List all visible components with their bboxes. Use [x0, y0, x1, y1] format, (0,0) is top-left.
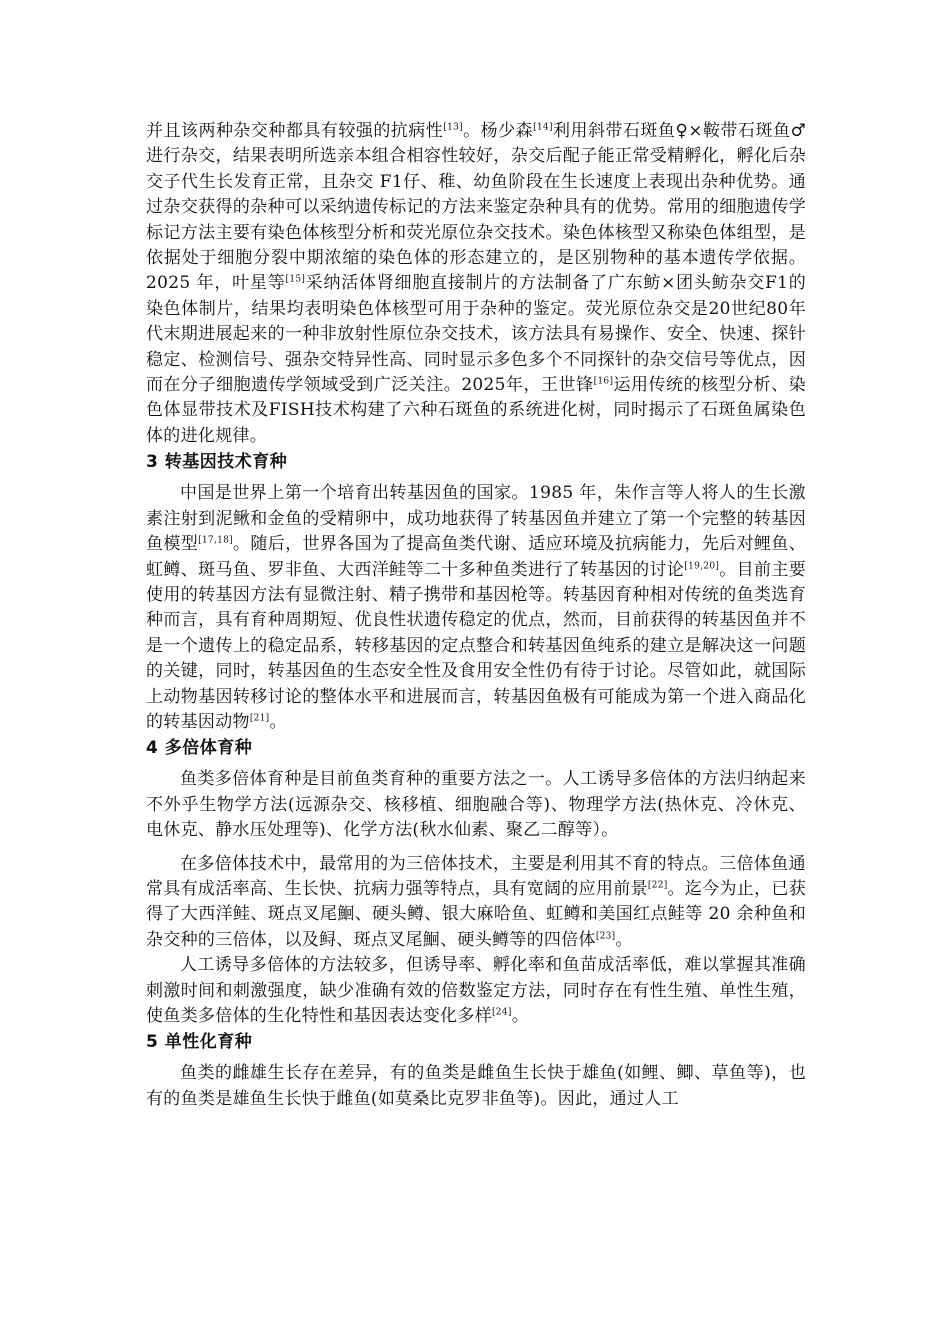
text-span: 鱼类的雌雄生长存在差异，有的鱼类是雌鱼生长快于雄鱼(如鲤、鲫、草鱼等)，也有的鱼类是雄鱼生长快于雌鱼(如莫桑比克罗非鱼等)。因此，通过人工 — [146, 1063, 806, 1109]
section-heading-4: 4 多倍体育种 — [146, 738, 253, 759]
citation-ref: [23] — [595, 931, 616, 942]
text-span: 利用斜带石斑鱼♀×鞍带石斑鱼♂进行杂交，结果表明所选亲本组合相容性较好，杂交后配子能正常受精孵化，孵化后杂交子代生长发育正常，且杂交 F1仔、稚、幼鱼阶段在生长速度上表现出杂种优势。通过杂交获得的杂种可以采纳遗传标记的方法来鉴定杂种具有的优势。常用的细胞遗传学标记方法主要有染色体核型分析和荧光原位杂交技术。染色体核型又称染色体组型，是依据处于细胞分裂中期浓缩的染色体的形态建立的，是区别物种的基本遗传学依据。2025 年，叶星等 — [146, 121, 806, 294]
spacer — [146, 844, 806, 852]
paragraph-transgenic-breeding — [146, 481, 806, 735]
paragraph-polyploid-limitations — [146, 953, 806, 1029]
section-heading-3: 3 转基因技术育种 — [146, 452, 288, 473]
text-span: 。目前主要使用的转基因方法有显微注射、精子携带和基因枪等。转基因育种相对传统的鱼类选育种而言，具有育种周期短、优良性状遗传稳定的优点，然而，目前获得的转基因鱼并不是一个遗传上的稳定品系，转移基因的定点整合和转基因鱼纯系的建立是解决这一问题的关键，同时，转基因鱼的生态安全性及食用安全性仍有待于讨论。尽管如此，就国际上动物基因转移讨论的整体水平和进展而言，转基因鱼极有可能成为第一个进入商品化的转基因动物 — [146, 559, 806, 732]
text-span: 。 — [511, 1006, 529, 1026]
citation-ref: [19,20] — [684, 560, 720, 571]
text-span: 并且该两种杂交种都具有较强的抗病性 — [146, 121, 444, 141]
paragraph-sex-control-breeding — [146, 1061, 806, 1112]
text-span: 鱼类多倍体育种是目前鱼类育种的重要方法之一。人工诱导多倍体的方法归纳起来不外乎生物学方法(远源杂交、核移植、细胞融合等)、物理学方法(热休克、冷休克、电休克、静水压处理等)、化学方法(秋水仙素、聚乙二醇等）。 — [146, 769, 806, 841]
text-span: 。随后，世界各国为了提高鱼类代谢、适应环境及抗病能力，先后对鲤鱼、虹鳟、斑马鱼、罗非鱼、大西洋鲑等二十多种鱼类进行了转基因的讨论 — [146, 534, 806, 580]
text-span: 。迄今为止，已获得了大西洋鲑、斑点叉尾鮰、硬头鳟、银大麻哈鱼、虹鳟和美国红点鲑等 20 余种鱼和杂交种的三倍体，以及鲟、斑点叉尾鮰、硬头鳟等的四倍体 — [146, 878, 806, 950]
text-span: 人工诱导多倍体的方法较多，但诱导率、孵化率和鱼苗成活率低，难以掌握其准确刺激时间和刺激强度，缺少准确有效的倍数鉴定方法，同时存在有性生殖、单性生殖，使鱼类多倍体的生化特性和基因表达变化多样 — [146, 955, 806, 1026]
citation-ref: [22] — [647, 880, 668, 891]
citation-ref: [14] — [533, 122, 553, 133]
paragraph-polyploid-methods — [146, 767, 806, 843]
citation-ref: [17,18] — [198, 535, 233, 546]
section-heading-5: 5 单性化育种 — [146, 1032, 253, 1053]
citation-ref: [13] — [443, 122, 463, 133]
text-span: 。杨少森 — [462, 121, 534, 141]
text-span: 在多倍体技术中，最常用的为三倍体技术，主要是利用其不育的特点。三倍体鱼通常具有成活率高、生长快、抗病力强等特点，具有宽阔的应用前景 — [146, 853, 806, 899]
paragraph-triploid-technique — [146, 852, 806, 954]
text-span: 中国是世界上第一个培育出转基因鱼的国家。1985 年，朱作言等人将人的生长激素注射到泥鳅和金鱼的受精卵中，成功地获得了转基因鱼并建立了第一个完整的转基因鱼模型 — [146, 483, 806, 555]
text-span: 运用传统的核型分析、染色体显带技术及FISH技术构建了六种石斑鱼的系统进化树，同时揭示了石斑鱼属染色体的进化规律。 — [146, 375, 806, 446]
paragraph-hybrid-breeding-cont — [146, 119, 806, 449]
text-span: 。 — [615, 929, 633, 950]
citation-ref: [21] — [249, 713, 270, 724]
text-span: 采纳活体肾细胞直接制片的方法制备了广东鲂×团头鲂杂交F1的染色体制片，结果均表明染色体核型可用于杂种的鉴定。荧光原位杂交是20世纪80年代末期进展起来的一种非放射性原位杂交技术，该方法具有易操作、安全、快速、探针稳定、检测信号、强杂交特异性高、同时显示多色多个不同探针的杂交信号等优点，因而在分子细胞遗传学领域受到广泛关注。2025年，王世锋 — [146, 273, 806, 396]
citation-ref: [24] — [492, 1007, 512, 1018]
citation-ref: [15] — [285, 274, 306, 285]
text-span: 。 — [269, 711, 287, 732]
citation-ref: [16] — [593, 376, 614, 387]
document-body — [146, 119, 806, 1112]
